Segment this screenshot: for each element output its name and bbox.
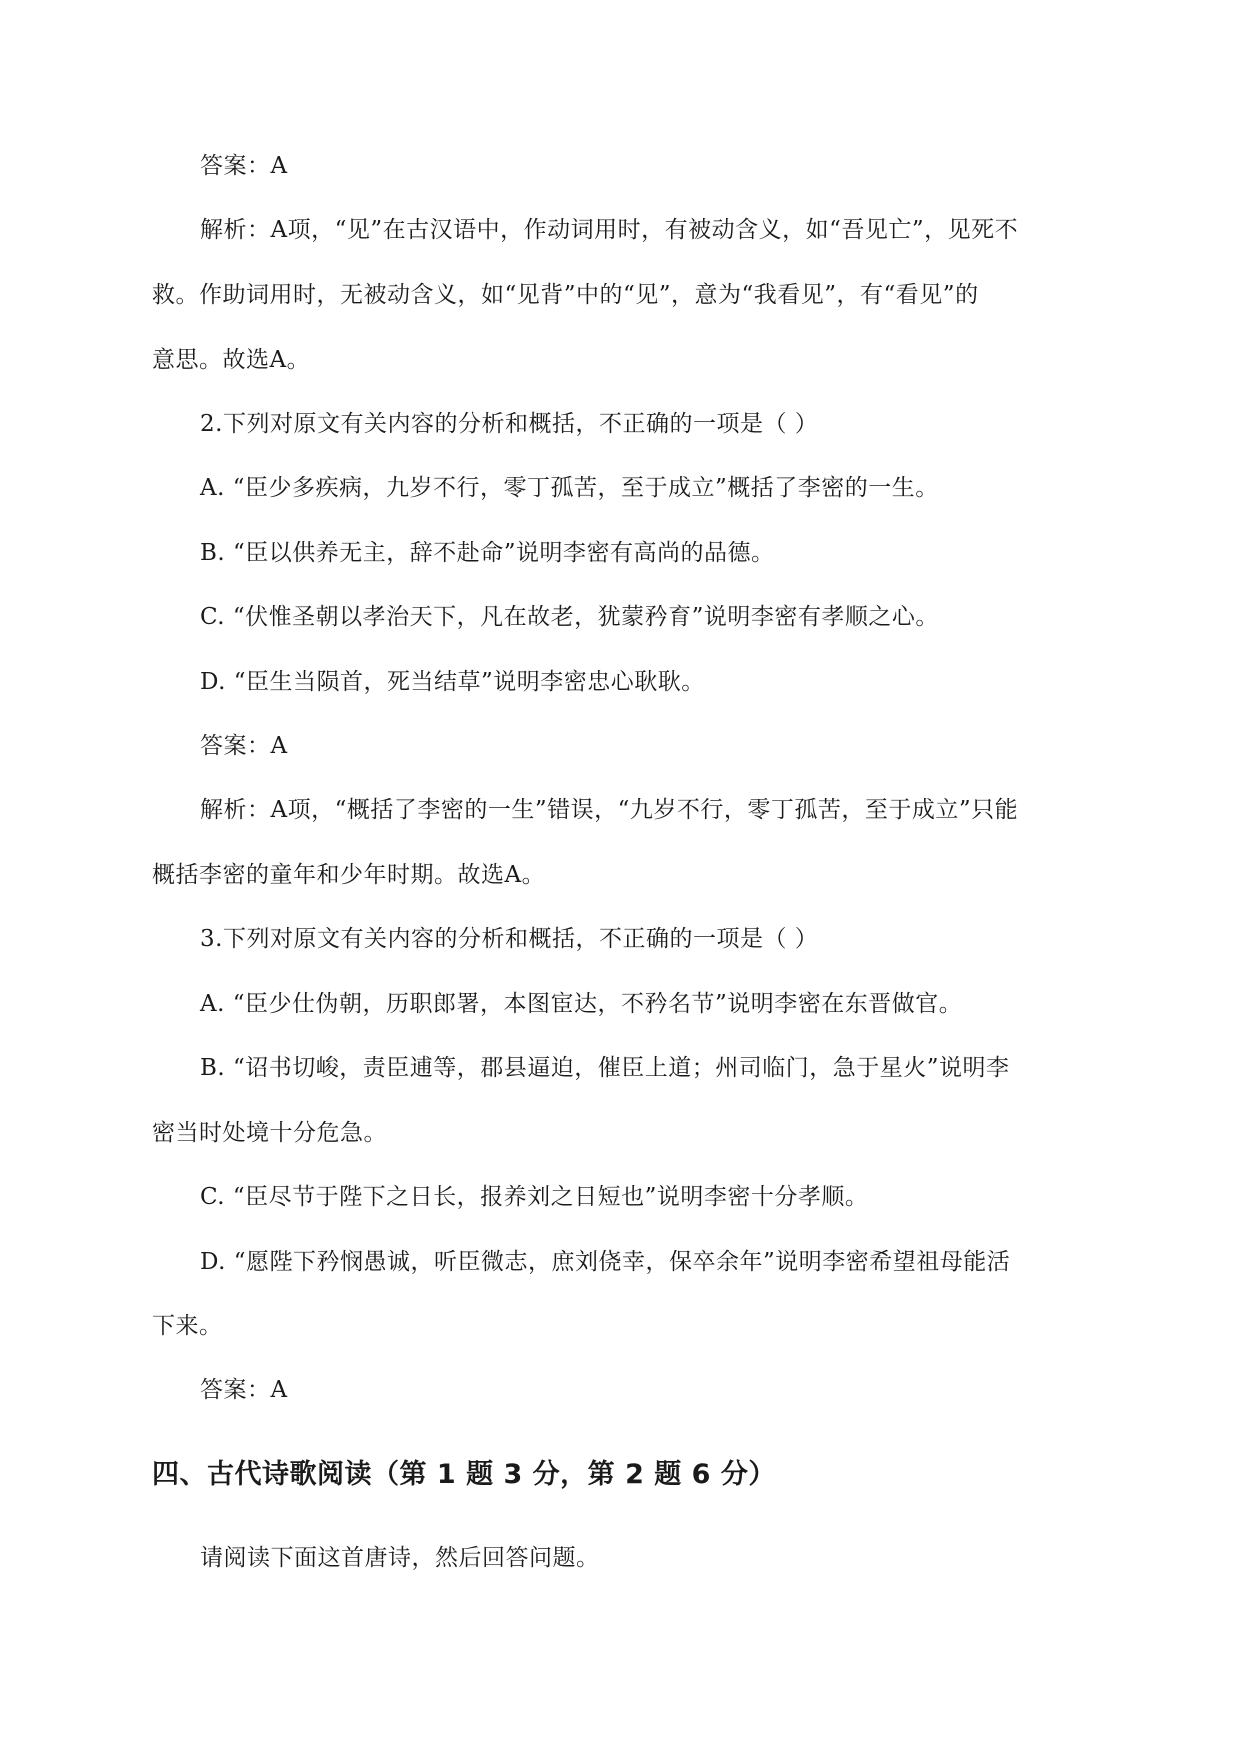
q3-stem: 3.下列对原文有关内容的分析和概括，不正确的一项是（ ） [200, 926, 819, 952]
q3-option-d-line2: 下来。 [152, 1313, 223, 1339]
section4-heading: 四、古代诗歌阅读（第 1 题 3 分，第 2 题 6 分） [152, 1459, 776, 1490]
q1-analysis-line3: 意思。故选A。 [152, 347, 311, 373]
q1-analysis-line2: 救。作助词用时，无被动含义，如“见背”中的“见”，意为“我看见”，有“看见”的 [152, 282, 979, 308]
q3-answer: 答案：A [200, 1377, 288, 1403]
q2-answer: 答案：A [200, 733, 288, 759]
q2-option-a: A. “臣少多疾病，九岁不行，零丁孤苦，至于成立”概括了李密的一生。 [200, 475, 939, 501]
q2-analysis-line1: 解析：A项，“概括了李密的一生”错误，“九岁不行，零丁孤苦，至于成立”只能 [200, 797, 1019, 823]
q3-option-b-line1: B. “诏书切峻，责臣逋等，郡县逼迫，催臣上道；州司临门，急于星火”说明李 [200, 1055, 1010, 1081]
q2-analysis-line2: 概括李密的童年和少年时期。故选A。 [152, 862, 546, 888]
q2-stem: 2.下列对原文有关内容的分析和概括，不正确的一项是（ ） [200, 411, 819, 437]
q2-option-c: C. “伏惟圣朝以孝治天下，凡在故老，犹蒙矜育”说明李密有孝顺之心。 [200, 604, 939, 630]
q1-analysis-line1: 解析：A项，“见”在古汉语中，作动词用时，有被动含义，如“吾见亡”，见死不 [200, 217, 1019, 243]
q3-option-b-line2: 密当时处境十分危急。 [152, 1120, 387, 1146]
q2-option-d: D. “臣生当陨首，死当结草”说明李密忠心耿耿。 [200, 669, 705, 695]
q1-answer: 答案：A [200, 153, 288, 179]
q2-option-b: B. “臣以供养无主，辞不赴命”说明李密有高尚的品德。 [200, 540, 775, 566]
q3-option-a: A. “臣少仕伪朝，历职郎署，本图宦达，不矜名节”说明李密在东晋做官。 [200, 991, 963, 1017]
q3-option-c: C. “臣尽节于陛下之日长，报养刘之日短也”说明李密十分孝顺。 [200, 1184, 869, 1210]
section4-instruction: 请阅读下面这首唐诗，然后回答问题。 [200, 1545, 600, 1571]
q3-option-d-line1: D. “愿陛下矜悯愚诚，听臣微志，庶刘侥幸，保卒余年”说明李密希望祖母能活 [200, 1249, 1011, 1275]
